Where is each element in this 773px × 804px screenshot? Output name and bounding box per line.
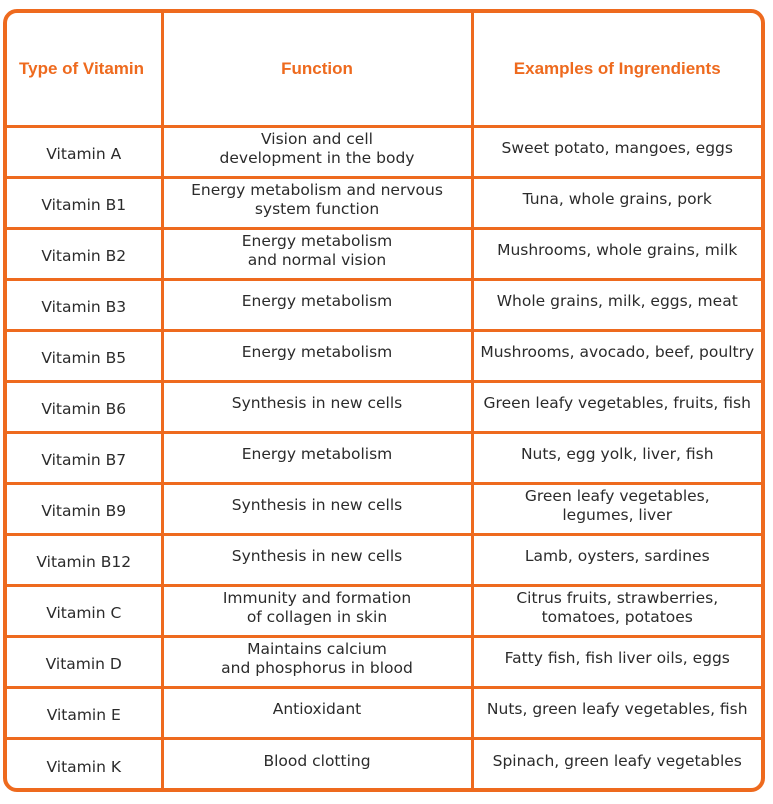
function-cell: Energy metabolism <box>162 432 472 483</box>
header-examples: Examples of Ingrendients <box>472 13 761 126</box>
vitamin-table <box>7 13 761 789</box>
examples-cell: Nuts, green leafy vegetables, fish <box>472 687 761 738</box>
examples-cell: Mushrooms, avocado, beef, poultry <box>472 330 761 381</box>
table-row <box>7 126 761 177</box>
vitamin-type-cell: Vitamin A <box>7 126 162 177</box>
table-row <box>7 177 761 228</box>
function-cell: Antioxidant <box>162 687 472 738</box>
examples-cell: Citrus fruits, strawberries, tomatoes, potatoes <box>472 585 761 636</box>
function-cell: Maintains calcium and phosphorus in blood <box>162 636 472 687</box>
examples-cell: Tuna, whole grains, pork <box>472 177 761 228</box>
vitamin-type-cell: Vitamin B12 <box>7 534 162 585</box>
examples-cell: Spinach, green leafy vegetables <box>472 738 761 789</box>
function-cell: Energy metabolism <box>162 279 472 330</box>
table-row <box>7 738 761 789</box>
function-cell: Blood clotting <box>162 738 472 789</box>
function-cell: Energy metabolism and nervous system function <box>162 177 472 228</box>
table-row <box>7 279 761 330</box>
function-cell: Synthesis in new cells <box>162 381 472 432</box>
vitamin-type-cell: Vitamin E <box>7 687 162 738</box>
table-header <box>7 13 761 126</box>
examples-cell: Lamb, oysters, sardines <box>472 534 761 585</box>
table-row <box>7 636 761 687</box>
header-row <box>7 13 761 126</box>
vitamin-type-cell: Vitamin B5 <box>7 330 162 381</box>
function-cell: Synthesis in new cells <box>162 483 472 534</box>
table-row <box>7 534 761 585</box>
vitamin-type-cell: Vitamin B1 <box>7 177 162 228</box>
examples-cell: Nuts, egg yolk, liver, fish <box>472 432 761 483</box>
function-cell: Immunity and formation of collagen in skin <box>162 585 472 636</box>
examples-cell: Whole grains, milk, eggs, meat <box>472 279 761 330</box>
vitamin-type-cell: Vitamin C <box>7 585 162 636</box>
examples-cell: Green leafy vegetables, fruits, fish <box>472 381 761 432</box>
function-cell: Energy metabolism <box>162 330 472 381</box>
vitamin-type-cell: Vitamin B7 <box>7 432 162 483</box>
table-row <box>7 381 761 432</box>
vitamin-type-cell: Vitamin B2 <box>7 228 162 279</box>
function-cell: Synthesis in new cells <box>162 534 472 585</box>
function-cell: Vision and cell development in the body <box>162 126 472 177</box>
examples-cell: Green leafy vegetables, legumes, liver <box>472 483 761 534</box>
table-row <box>7 330 761 381</box>
function-cell: Energy metabolism and normal vision <box>162 228 472 279</box>
table-body <box>7 126 761 789</box>
table-row <box>7 432 761 483</box>
examples-cell: Fatty fish, fish liver oils, eggs <box>472 636 761 687</box>
vitamin-table-frame <box>3 9 765 792</box>
table-row <box>7 228 761 279</box>
examples-cell: Sweet potato, mangoes, eggs <box>472 126 761 177</box>
header-function: Function <box>162 13 472 126</box>
vitamin-type-cell: Vitamin B6 <box>7 381 162 432</box>
examples-cell: Mushrooms, whole grains, milk <box>472 228 761 279</box>
vitamin-type-cell: Vitamin B9 <box>7 483 162 534</box>
vitamin-type-cell: Vitamin D <box>7 636 162 687</box>
vitamin-type-cell: Vitamin B3 <box>7 279 162 330</box>
header-type-of-vitamin: Type of Vitamin <box>7 13 162 126</box>
table-row <box>7 687 761 738</box>
table-row <box>7 483 761 534</box>
vitamin-type-cell: Vitamin K <box>7 738 162 789</box>
table-row <box>7 585 761 636</box>
